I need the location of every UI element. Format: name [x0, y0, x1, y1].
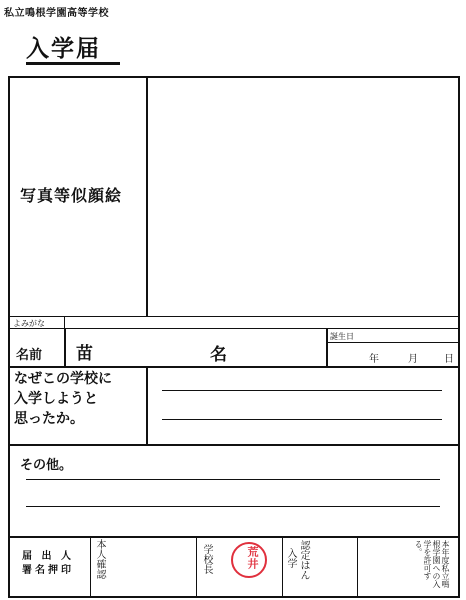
- other-write-line-2[interactable]: [26, 506, 440, 507]
- other-label: その他。: [20, 458, 73, 473]
- reason-label-line-3: 思ったか。: [14, 411, 84, 427]
- reason-label-line-2: 入学しようと: [14, 391, 98, 407]
- yomigana-label: よみがな: [13, 319, 45, 328]
- approval-label: 認定はん: [298, 540, 309, 580]
- reason-write-line-2[interactable]: [162, 419, 442, 420]
- given-name-value[interactable]: 名: [210, 345, 227, 365]
- admission-form: [8, 76, 460, 598]
- submitter-line-2: 署名押印: [22, 565, 74, 576]
- reason-top-line: [10, 366, 458, 368]
- reason-divider: [146, 367, 148, 444]
- other-write-line-1[interactable]: [26, 479, 440, 480]
- reason-label: [14, 369, 112, 429]
- birth-divider: [326, 329, 328, 367]
- admission-statement: 本年度私立鳴根学園への入学を許可する。: [414, 540, 450, 588]
- birth-label: 誕生日: [330, 332, 354, 341]
- admission-label: 入学: [285, 548, 296, 568]
- school-name: 私立鳴根学園高等学校: [4, 8, 109, 19]
- other-top-line: [10, 444, 458, 446]
- seal-text: 荒井: [246, 546, 259, 570]
- self-confirm-field[interactable]: [106, 538, 194, 594]
- principal-label: 学校長: [201, 544, 212, 574]
- form-title: 入学届: [26, 35, 101, 62]
- photo-label: 写真等似顔絵: [20, 186, 123, 205]
- yomigana-field[interactable]: [66, 317, 454, 328]
- name-divider: [64, 329, 66, 367]
- footer-top-line: [10, 536, 458, 538]
- reason-write-line-1[interactable]: [162, 390, 442, 391]
- title-underline: [26, 62, 120, 65]
- submitter-line-1: 届 出 人: [22, 551, 74, 562]
- birth-month-unit: 月: [408, 354, 418, 365]
- footer-divider-1: [90, 537, 91, 596]
- footer-divider-4: [357, 537, 358, 596]
- footer-divider-2: [196, 537, 197, 596]
- principal-seal: [231, 542, 267, 578]
- surname-value[interactable]: 苗: [76, 344, 93, 364]
- birth-day-unit: 日: [444, 354, 454, 365]
- name-label: 名前: [16, 348, 43, 363]
- self-confirm-label: 本人確認: [94, 539, 105, 579]
- photo-box[interactable]: [148, 78, 458, 316]
- name-top-line: [10, 328, 458, 329]
- footer-divider-3: [282, 537, 283, 596]
- reason-label-line-1: なぜこの学校に: [14, 371, 112, 387]
- birth-label-line: [327, 342, 458, 343]
- birth-date-field[interactable]: [330, 344, 454, 364]
- birth-year-unit: 年: [369, 354, 379, 365]
